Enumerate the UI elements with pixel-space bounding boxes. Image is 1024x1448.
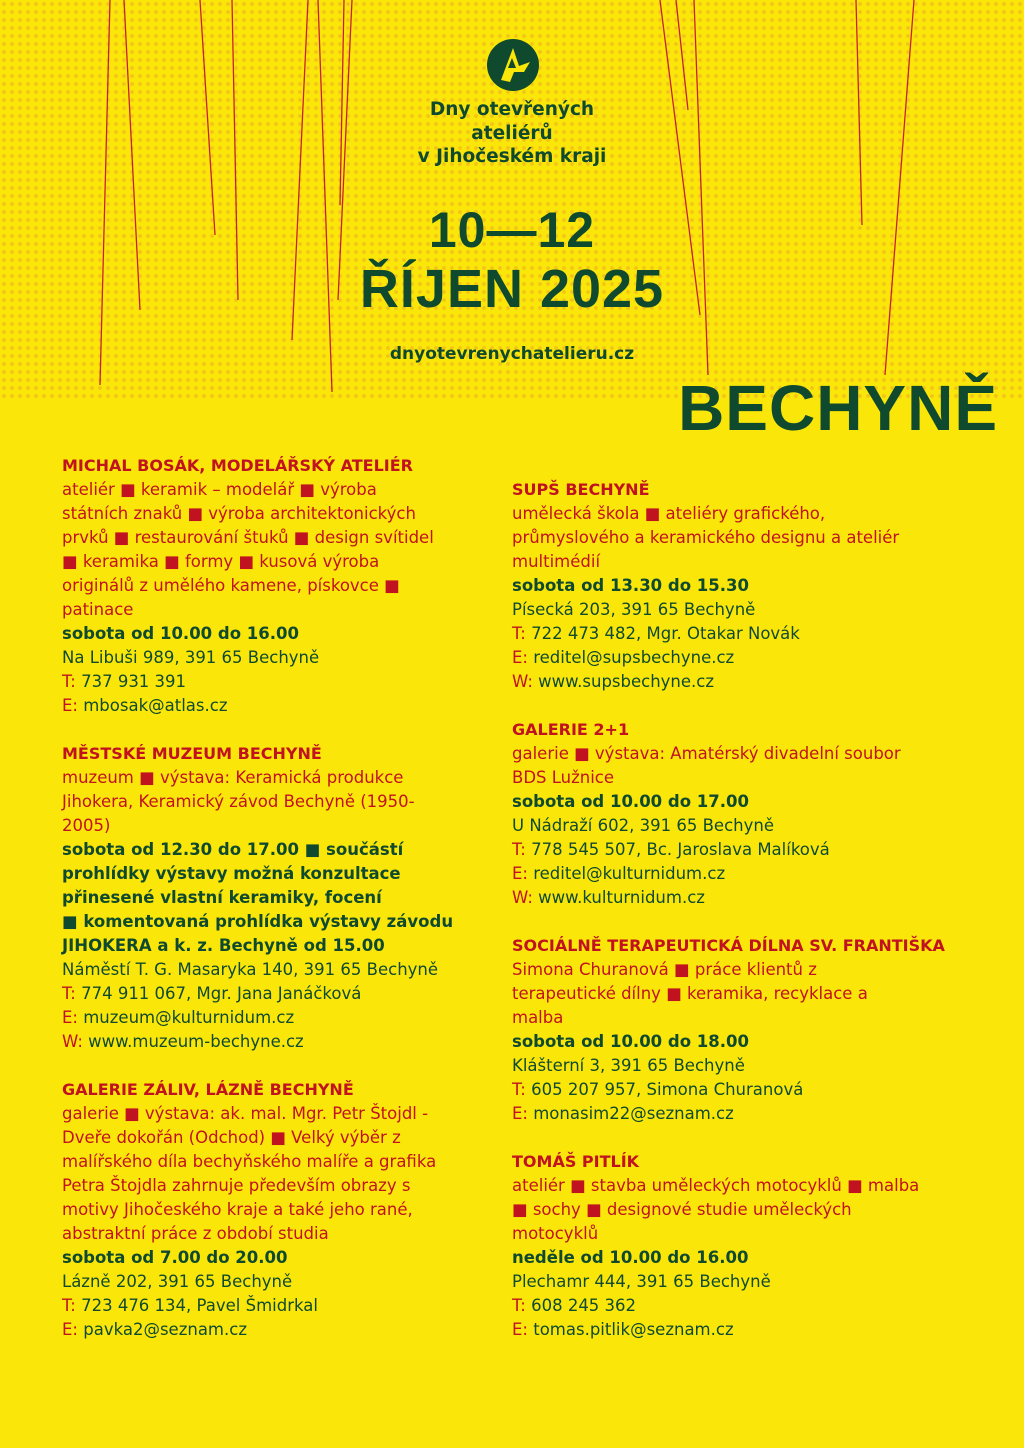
studio-address: U Nádraží 602, 391 65 Bechyně <box>512 816 774 835</box>
studio-name: GALERIE ZÁLIV, LÁZNĚ BECHYNĚ <box>62 1080 354 1099</box>
hours-line: ■ komentovaná prohlídka výstavy závodu <box>62 912 454 931</box>
desc-line: abstraktní práce z období studia <box>62 1224 329 1243</box>
studio-address: Klášterní 3, 391 65 Bechyně <box>512 1056 745 1075</box>
email-link[interactable]: muzeum@kulturnidum.cz <box>83 1008 295 1027</box>
phone-label: T: <box>62 672 76 691</box>
desc-line: státních znaků ■ výroba architektonických <box>62 504 416 523</box>
desc-line: Dveře dokořán (Odchod) ■ Velký výběr z <box>62 1128 401 1147</box>
opening-hours: sobota od 7.00 do 20.00 <box>62 1248 288 1267</box>
email-link[interactable]: pavka2@seznam.cz <box>83 1320 247 1339</box>
desc-line: 2005) <box>62 816 111 835</box>
studio-address: Náměstí T. G. Masaryka 140, 391 65 Bechyně <box>62 960 439 979</box>
desc-line: ■ keramika ■ formy ■ kusová výroba <box>62 552 380 571</box>
opening-hours: sobota od 10.00 do 17.00 <box>512 792 749 811</box>
desc-line: galerie ■ výstava: ak. mal. Mgr. Petr Štojdl - <box>62 1104 429 1123</box>
phone-value[interactable]: 737 931 391 <box>81 672 187 691</box>
studio-entry <box>62 742 502 1054</box>
phone-value[interactable]: 723 476 134, Pavel Šmidrkal <box>81 1296 318 1315</box>
event-days: 10—12 <box>428 202 596 258</box>
desc-line: patinace <box>62 600 134 619</box>
web-line <box>512 886 982 910</box>
phone-line <box>62 670 502 694</box>
email-label: E: <box>62 1008 78 1027</box>
email-line <box>62 1006 502 1030</box>
email-link[interactable]: mbosak@atlas.cz <box>83 696 228 715</box>
email-link[interactable]: reditel@supsbechyne.cz <box>533 648 735 667</box>
phone-label: T: <box>62 1296 76 1315</box>
studio-entry <box>512 718 982 910</box>
web-line <box>62 1030 502 1054</box>
phone-label: T: <box>512 840 526 859</box>
festival-logo-icon <box>486 38 540 92</box>
email-label: E: <box>62 1320 78 1339</box>
email-line <box>512 646 982 670</box>
desc-line: umělecká škola ■ ateliéry grafického, <box>512 504 826 523</box>
desc-line: Petra Štojdla zahrnuje především obrazy s <box>62 1176 411 1195</box>
phone-value[interactable]: 778 545 507, Bc. Jaroslava Malíková <box>531 840 830 859</box>
web-label: W: <box>62 1032 83 1051</box>
studio-entry <box>62 454 502 718</box>
email-line <box>62 1318 502 1342</box>
web-label: W: <box>512 888 533 907</box>
opening-hours: sobota od 13.30 do 15.30 <box>512 576 749 595</box>
web-line <box>512 670 982 694</box>
desc-line: motivy Jihočeského kraje a také jeho rané, <box>62 1200 413 1219</box>
title-line-1: Dny otevřených <box>429 99 595 120</box>
desc-line: BDS Lužnice <box>512 768 615 787</box>
phone-line <box>512 838 982 862</box>
studio-address: Písecká 203, 391 65 Bechyně <box>512 600 756 619</box>
studio-name: MĚSTSKÉ MUZEUM BECHYNĚ <box>62 744 322 763</box>
studio-name: TOMÁŠ PITLÍK <box>512 1152 640 1171</box>
desc-line: průmyslového a keramického designu a ateliér <box>512 528 900 547</box>
opening-hours: neděle od 10.00 do 16.00 <box>512 1248 749 1267</box>
studio-entry <box>512 478 982 694</box>
studio-description <box>62 766 502 838</box>
desc-line: multimédií <box>512 552 601 571</box>
desc-line: originálů z umělého kamene, pískovce ■ <box>62 576 400 595</box>
hours-line: prohlídky výstavy možná konzultace <box>62 864 401 883</box>
city-heading: BECHYNĚ <box>678 372 998 444</box>
email-line <box>512 1318 982 1342</box>
email-label: E: <box>512 1320 528 1339</box>
studio-name: GALERIE 2+1 <box>512 720 630 739</box>
desc-line: ateliér ■ stavba uměleckých motocyklů ■ malba <box>512 1176 920 1195</box>
festival-website[interactable]: dnyotevrenychatelieru.cz <box>389 344 635 364</box>
desc-line: motocyklů <box>512 1224 599 1243</box>
email-line <box>512 862 982 886</box>
phone-label: T: <box>512 1296 526 1315</box>
phone-value[interactable]: 774 911 067, Mgr. Jana Janáčková <box>81 984 362 1003</box>
web-link[interactable]: www.muzeum-bechyne.cz <box>88 1032 304 1051</box>
hours-line: přinesené vlastní keramiky, focení <box>62 888 382 907</box>
hours-line: JIHOKERA a k. z. Bechyně od 15.00 <box>62 936 385 955</box>
opening-hours <box>62 838 502 958</box>
hours-line: sobota od 12.30 do 17.00 ■ součástí <box>62 840 404 859</box>
studio-name: MICHAL BOSÁK, MODELÁŘSKÝ ATELIÉR <box>62 456 413 475</box>
web-link[interactable]: www.supsbechyne.cz <box>538 672 715 691</box>
festival-title <box>370 98 654 169</box>
phone-line <box>512 622 982 646</box>
email-label: E: <box>512 1104 528 1123</box>
email-label: E: <box>62 696 78 715</box>
opening-hours: sobota od 10.00 do 18.00 <box>512 1032 749 1051</box>
email-link[interactable]: reditel@kulturnidum.cz <box>533 864 726 883</box>
email-label: E: <box>512 648 528 667</box>
title-line-2: ateliérů <box>471 122 553 144</box>
phone-line <box>512 1078 982 1102</box>
phone-label: T: <box>62 984 76 1003</box>
studio-entry <box>512 934 982 1126</box>
web-label: W: <box>512 672 533 691</box>
opening-hours: sobota od 10.00 do 16.00 <box>62 624 299 643</box>
desc-line: muzeum ■ výstava: Keramická produkce <box>62 768 404 787</box>
email-line <box>512 1102 982 1126</box>
phone-value[interactable]: 605 207 957, Simona Churanová <box>531 1080 804 1099</box>
studio-description <box>512 502 982 574</box>
email-link[interactable]: tomas.pitlik@seznam.cz <box>533 1320 734 1339</box>
desc-line: prvků ■ restaurování štuků ■ design svítidel <box>62 528 434 547</box>
studio-description <box>512 742 982 790</box>
desc-line: ■ sochy ■ designové studie uměleckých <box>512 1200 852 1219</box>
email-line <box>62 694 502 718</box>
email-link[interactable]: monasim22@seznam.cz <box>533 1104 734 1123</box>
studio-entry <box>62 1078 502 1342</box>
phone-line <box>62 1294 502 1318</box>
studio-address: Lázně 202, 391 65 Bechyně <box>62 1272 293 1291</box>
phone-value[interactable]: 722 473 482, Mgr. Otakar Novák <box>531 624 800 643</box>
studio-name: SUPŠ BECHYNĚ <box>512 480 650 499</box>
studio-description <box>62 478 502 622</box>
desc-line: ateliér ■ keramik – modelář ■ výroba <box>62 480 377 499</box>
email-label: E: <box>512 864 528 883</box>
phone-label: T: <box>512 624 526 643</box>
studio-description <box>512 1174 982 1246</box>
left-column <box>62 454 502 1366</box>
desc-line: malba <box>512 1008 564 1027</box>
desc-line: Simona Churanová ■ práce klientů z <box>512 960 817 979</box>
studio-name: SOCIÁLNĚ TERAPEUTICKÁ DÍLNA SV. FRANTIŠKA <box>512 936 945 955</box>
phone-line <box>512 1294 982 1318</box>
desc-line: terapeutické dílny ■ keramika, recyklace a <box>512 984 868 1003</box>
desc-line: galerie ■ výstava: Amatérský divadelní soubor <box>512 744 901 763</box>
studio-description <box>512 958 982 1030</box>
right-column <box>512 478 982 1366</box>
phone-value[interactable]: 608 245 362 <box>531 1296 637 1315</box>
studio-description <box>62 1102 502 1246</box>
web-link[interactable]: www.kulturnidum.cz <box>538 888 705 907</box>
phone-label: T: <box>512 1080 526 1099</box>
studio-address: Na Libuši 989, 391 65 Bechyně <box>62 648 320 667</box>
event-month-year: ŘÍJEN 2025 <box>359 259 665 319</box>
studio-entry <box>512 1150 982 1342</box>
title-line-3: v Jihočeském kraji <box>417 146 607 167</box>
studio-address: Plechamr 444, 391 65 Bechyně <box>512 1272 771 1291</box>
desc-line: Jihokera, Keramický závod Bechyně (1950- <box>62 792 415 811</box>
phone-line <box>62 982 502 1006</box>
desc-line: malířského díla bechyňského malíře a grafika <box>62 1152 437 1171</box>
